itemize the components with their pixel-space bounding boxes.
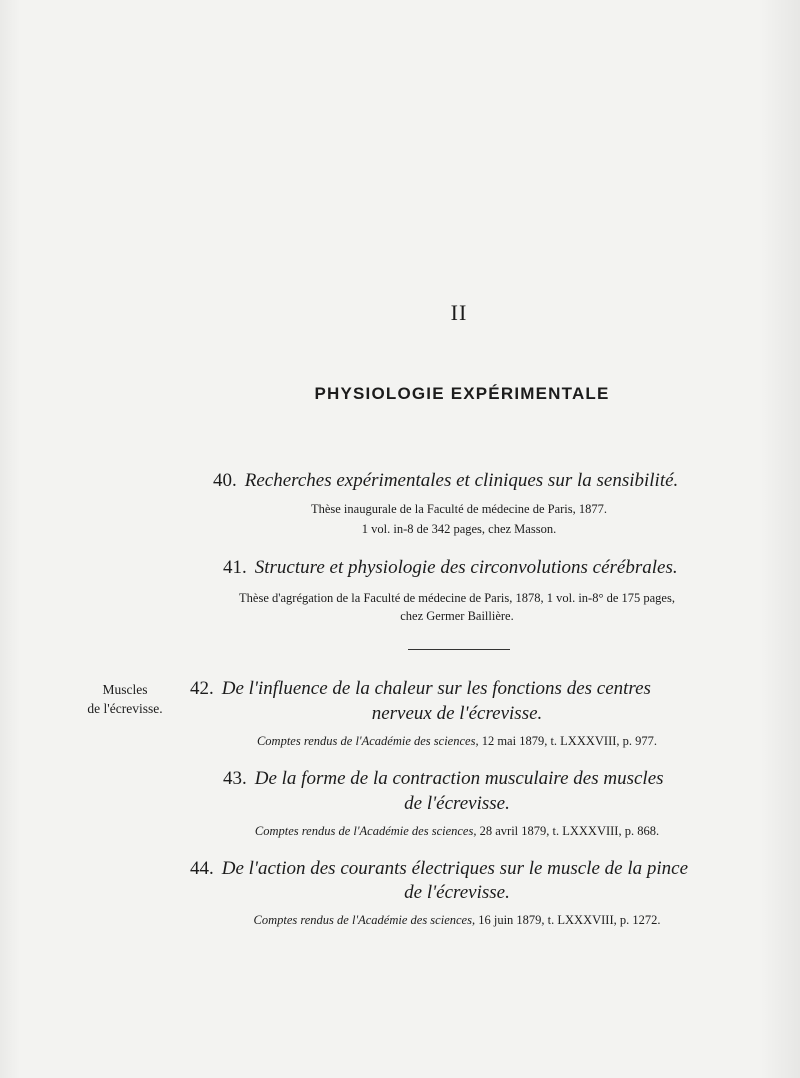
entry-number: 40.: [213, 470, 237, 491]
journal-name: Comptes rendus de l'Académie des sciences,: [254, 824, 477, 838]
margin-note-line1: Muscles: [102, 682, 148, 697]
entry-number: 44.: [190, 858, 214, 879]
entry-42-title-line1: [190, 678, 651, 700]
entry-number: 41.: [223, 557, 247, 578]
page-edge-right: [760, 0, 800, 1078]
entry-41-detail-line2: chez Germer Baillière.: [400, 609, 514, 623]
journal-name: Comptes rendus de l'Académie des sciences,: [256, 734, 479, 748]
entry-43-title-line1: [223, 768, 664, 790]
entry-42-citation: [190, 734, 724, 749]
entry-44-citation: [190, 913, 724, 928]
entry-40-title: [213, 470, 678, 492]
entry-44-title-line1: [190, 858, 688, 880]
entry-title-text: De l'influence de la chaleur sur les fonctions des centres: [221, 678, 651, 699]
entry-43-title-line2: de l'écrevisse.: [404, 793, 510, 814]
entry-40-detail-line1: Thèse inaugurale de la Faculté de médecine de Paris, 1877.: [310, 502, 608, 516]
entry-41-detail-line1: Thèse d'agrégation de la Faculté de médecine de Paris, 1878, 1 vol. in-8° de 175 pages,: [239, 591, 675, 605]
section-title: PHYSIOLOGIE EXPÉRIMENTALE: [314, 384, 610, 403]
citation-ref: 28 avril 1879, t. LXXXVIII, p. 868.: [479, 824, 660, 838]
page-edge-left: [0, 0, 20, 1078]
section-divider: [408, 649, 510, 650]
entry-40-detail-line2: 1 vol. in-8 de 342 pages, chez Masson.: [361, 522, 557, 536]
citation-ref: 16 juin 1879, t. LXXXVIII, p. 1272.: [478, 913, 661, 927]
entry-number: 43.: [223, 768, 247, 789]
entry-title-text: De l'action des courants électriques sur le muscle de la pince: [221, 858, 689, 879]
entry-44-title-line2: de l'écrevisse.: [404, 882, 510, 903]
journal-name: Comptes rendus de l'Académie des sciences,: [253, 913, 476, 927]
entry-42-title-line2: nerveux de l'écrevisse.: [371, 703, 543, 724]
entry-number: 42.: [190, 678, 214, 699]
entry-title-text: Structure et physiologie des circonvolutions cérébrales.: [254, 557, 678, 578]
citation-ref: 12 mai 1879, t. LXXXVIII, p. 977.: [481, 734, 658, 748]
entry-title-text: De la forme de la contraction musculaire des muscles: [254, 768, 664, 789]
entry-41-title: [223, 557, 678, 579]
section-number: II: [450, 300, 468, 325]
margin-note: [70, 680, 180, 718]
entry-43-citation: [190, 824, 724, 839]
margin-note-line2: de l'écrevisse.: [87, 701, 163, 716]
entry-title-text: Recherches expérimentales et cliniques sur la sensibilité.: [244, 470, 679, 491]
